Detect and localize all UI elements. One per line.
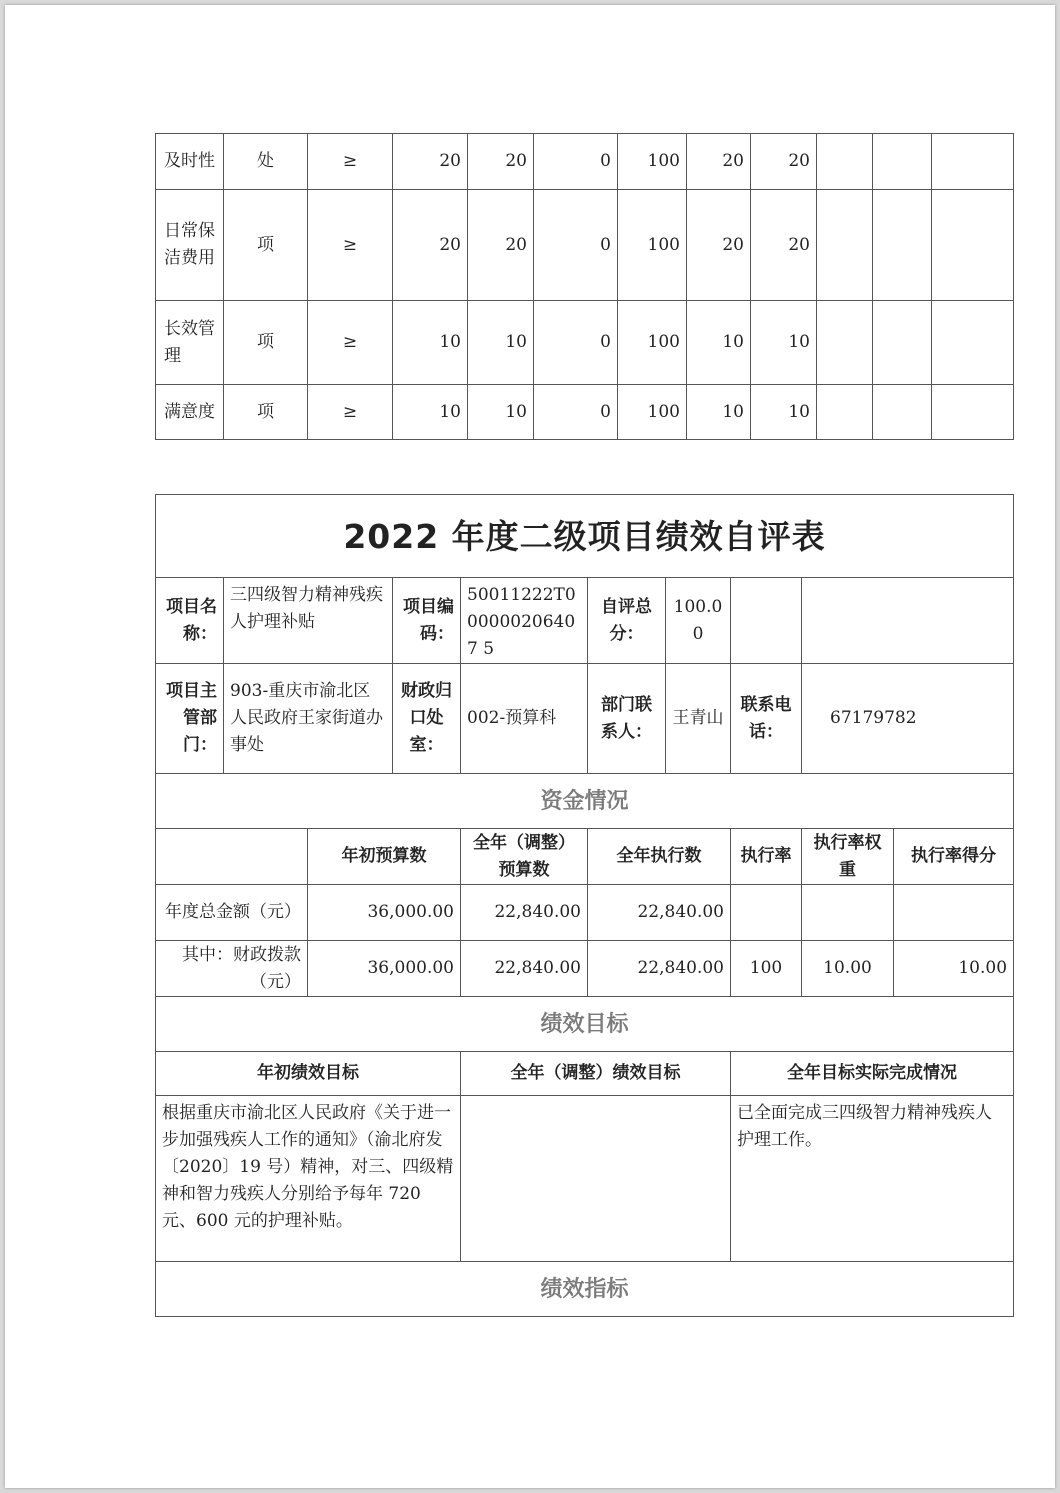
indicator-empty-cell — [932, 190, 1014, 301]
self-score-label: 自评总分： — [588, 578, 666, 664]
funds-row-adjusted: 22,840.00 — [461, 941, 588, 997]
indicator-empty-cell — [873, 385, 932, 440]
indicator-unit: 项 — [224, 385, 308, 440]
dept-info-row — [156, 664, 1014, 774]
perf-section-row — [156, 997, 1014, 1052]
indicator-value-3: 0 — [534, 385, 618, 440]
indicator-value-3: 0 — [534, 134, 618, 190]
indicator-empty-cell — [873, 190, 932, 301]
project-name-value: 三四级智力精神残疾人护理补贴 — [224, 578, 393, 664]
indicator-value-1: 20 — [393, 134, 468, 190]
indicator-row — [156, 134, 1014, 190]
self-evaluation-form — [155, 494, 1014, 1317]
indicator-value-6: 20 — [751, 134, 817, 190]
indicator-value-5: 20 — [687, 190, 751, 301]
indicator-operator: ≥ — [308, 134, 393, 190]
indicator-operator: ≥ — [308, 190, 393, 301]
indicator-value-4: 100 — [618, 301, 687, 385]
funds-row-initial: 36,000.00 — [308, 941, 461, 997]
indicator-row — [156, 301, 1014, 385]
indicator-unit: 项 — [224, 190, 308, 301]
indicator-empty-cell — [817, 190, 873, 301]
perf-content-row — [156, 1096, 1014, 1262]
project-code-label: 项目编码： — [393, 578, 461, 664]
indicator-value-1: 10 — [393, 385, 468, 440]
perf-header-initial: 年初绩效目标 — [156, 1052, 461, 1096]
form-title-row — [156, 495, 1014, 578]
indicator-operator: ≥ — [308, 385, 393, 440]
funds-header-weight: 执行率权重 — [802, 829, 894, 885]
indicator-value-2: 10 — [468, 385, 534, 440]
indicator-empty-cell — [817, 385, 873, 440]
dept-value: 903-重庆市渝北区人民政府王家街道办事处 — [224, 664, 393, 774]
finance-value: 002-预算科 — [461, 664, 588, 774]
funds-row-score: 10.00 — [894, 941, 1014, 997]
indicator-row — [156, 385, 1014, 440]
indicator-value-3: 0 — [534, 190, 618, 301]
finance-label: 财政归口处室： — [393, 664, 461, 774]
funds-row-label: 年度总金额（元） — [156, 885, 308, 941]
project-name-label: 项目名称： — [156, 578, 224, 664]
perf-actual-text: 已全面完成三四级智力精神残疾人护理工作。 — [731, 1096, 1014, 1262]
funds-row-weight: 10.00 — [802, 941, 894, 997]
indicator-empty-cell — [932, 134, 1014, 190]
indicator-value-6: 20 — [751, 190, 817, 301]
funds-section-row — [156, 774, 1014, 829]
indicator-unit: 项 — [224, 301, 308, 385]
funds-row — [156, 885, 1014, 941]
funds-row-label: 其中：财政拨款（元） — [156, 941, 308, 997]
indicator-value-4: 100 — [618, 190, 687, 301]
contact-label: 部门联系人： — [588, 664, 666, 774]
perf-initial-text: 根据重庆市渝北区人民政府《关于进一步加强残疾人工作的通知》（渝北府发〔2020〕19 号）精神，对三、四级精神和智力残疾人分别给予每年 720 元、600 元的护理补贴。 — [156, 1096, 461, 1262]
indicators-section-title: 绩效指标 — [156, 1262, 1014, 1317]
perf-adjusted-text — [461, 1096, 731, 1262]
phone-value: 67179782 — [802, 664, 1014, 774]
indicator-value-2: 20 — [468, 134, 534, 190]
funds-row-executed: 22,840.00 — [588, 941, 731, 997]
indicator-value-4: 100 — [618, 385, 687, 440]
indicator-value-5: 20 — [687, 134, 751, 190]
funds-row — [156, 941, 1014, 997]
indicator-empty-cell — [932, 385, 1014, 440]
indicator-empty-cell — [873, 134, 932, 190]
indicator-label: 满意度 — [156, 385, 224, 440]
funds-row-weight — [802, 885, 894, 941]
indicators-section-row — [156, 1262, 1014, 1317]
funds-header-executed: 全年执行数 — [588, 829, 731, 885]
indicator-label: 及时性 — [156, 134, 224, 190]
funds-header-adjusted: 全年（调整）预算数 — [461, 829, 588, 885]
perf-header-adjusted: 全年（调整）绩效目标 — [461, 1052, 731, 1096]
indicator-empty-cell — [932, 301, 1014, 385]
indicator-value-5: 10 — [687, 301, 751, 385]
indicator-value-4: 100 — [618, 134, 687, 190]
indicator-label: 长效管理 — [156, 301, 224, 385]
funds-row-score — [894, 885, 1014, 941]
indicator-empty-cell — [873, 301, 932, 385]
perf-header-row — [156, 1052, 1014, 1096]
indicator-value-2: 20 — [468, 190, 534, 301]
indicator-value-1: 20 — [393, 190, 468, 301]
indicator-table — [155, 133, 1014, 440]
indicator-row — [156, 190, 1014, 301]
indicator-value-6: 10 — [751, 385, 817, 440]
indicator-value-3: 0 — [534, 301, 618, 385]
funds-section-title: 资金情况 — [156, 774, 1014, 829]
indicator-value-2: 10 — [468, 301, 534, 385]
indicator-value-6: 10 — [751, 301, 817, 385]
funds-header-row — [156, 829, 1014, 885]
indicator-operator: ≥ — [308, 301, 393, 385]
funds-header-initial: 年初预算数 — [308, 829, 461, 885]
document-page — [5, 5, 1055, 1488]
funds-header-score: 执行率得分 — [894, 829, 1014, 885]
funds-row-rate: 100 — [731, 941, 802, 997]
perf-section-title: 绩效目标 — [156, 997, 1014, 1052]
funds-row-executed: 22,840.00 — [588, 885, 731, 941]
self-score-value: 100.00 — [666, 578, 731, 664]
project-info-row — [156, 578, 1014, 664]
indicator-empty-cell — [817, 301, 873, 385]
indicator-label: 日常保洁费用 — [156, 190, 224, 301]
funds-row-rate — [731, 885, 802, 941]
funds-header-rate: 执行率 — [731, 829, 802, 885]
indicator-value-1: 10 — [393, 301, 468, 385]
contact-value: 王青山 — [666, 664, 731, 774]
dept-label: 项目主管部门： — [156, 664, 224, 774]
phone-label: 联系电话： — [731, 664, 802, 774]
perf-header-actual: 全年目标实际完成情况 — [731, 1052, 1014, 1096]
indicator-unit: 处 — [224, 134, 308, 190]
indicator-value-5: 10 — [687, 385, 751, 440]
funds-row-adjusted: 22,840.00 — [461, 885, 588, 941]
indicator-empty-cell — [817, 134, 873, 190]
funds-row-initial: 36,000.00 — [308, 885, 461, 941]
project-code-value: 50011222T000000206407 5 — [461, 578, 588, 664]
form-title: 2022 年度二级项目绩效自评表 — [156, 495, 1014, 578]
